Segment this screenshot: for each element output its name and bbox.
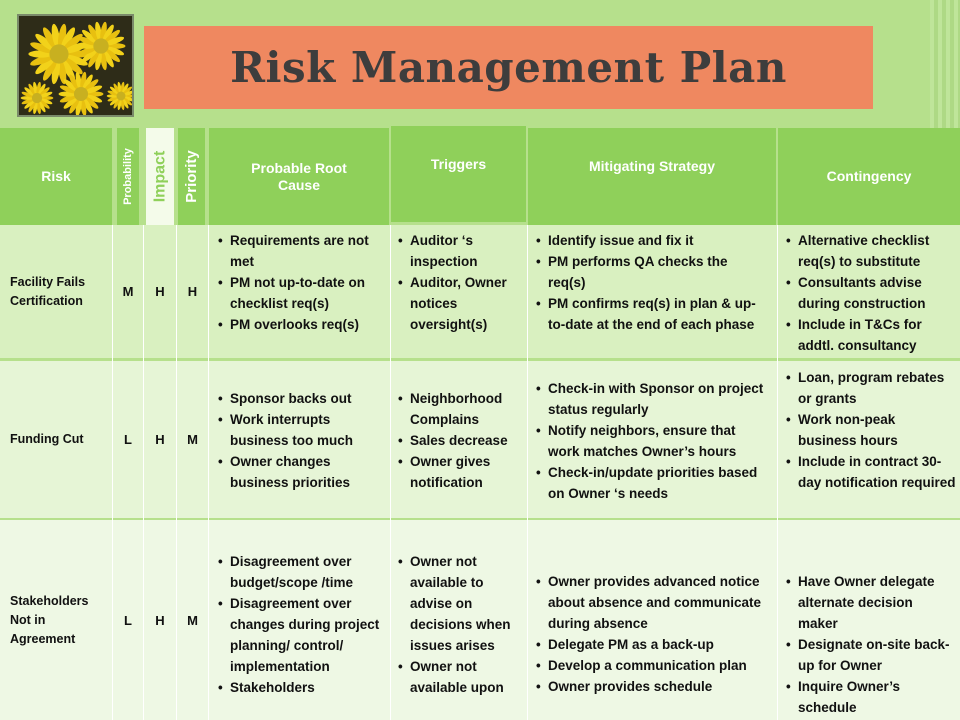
root-cause-cell bbox=[218, 520, 388, 720]
triggers-cell bbox=[398, 520, 526, 720]
column-divider bbox=[390, 225, 391, 720]
header-priority-label: Priority bbox=[183, 150, 201, 203]
column-divider bbox=[176, 225, 177, 720]
contingency-item: • Include in contract 30-day notification required bbox=[786, 451, 956, 493]
flower-center bbox=[93, 38, 108, 53]
table-row bbox=[0, 520, 960, 720]
root-cause-item: • Disagreement over changes during project planning/ control/ implementation bbox=[218, 593, 388, 677]
header-triggers-label: Triggers bbox=[430, 156, 487, 172]
contingency-item: • Alternative checklist req(s) to substitute bbox=[786, 230, 956, 272]
mitigating-cell bbox=[536, 225, 768, 358]
trigger-item: • Owner not available upon bbox=[398, 656, 526, 698]
header-risk-label: Risk bbox=[41, 168, 71, 184]
header-mitigating bbox=[528, 128, 776, 225]
header-probability-label: Probability bbox=[121, 148, 134, 205]
root-cause-item: • Work interrupts business too much bbox=[218, 409, 388, 451]
root-cause-item: • PM not up-to-date on checklist req(s) bbox=[218, 272, 388, 314]
mitigating-item: • Notify neighbors, ensure that work matches Owner’s hours bbox=[536, 420, 768, 462]
root-cause-item: • Sponsor backs out bbox=[218, 388, 388, 409]
header-risk bbox=[0, 128, 112, 225]
risk-name: Funding Cut bbox=[10, 432, 84, 446]
priority-value: M bbox=[187, 432, 198, 447]
header-contingency-label: Contingency bbox=[826, 168, 912, 184]
root-cause-item: • Owner changes business priorities bbox=[218, 451, 388, 493]
trigger-item: • Neighborhood Complains bbox=[398, 388, 526, 430]
column-divider bbox=[777, 225, 778, 720]
trigger-item: • Owner not available to advise on decisions when issues arises bbox=[398, 551, 526, 656]
column-divider bbox=[208, 225, 209, 720]
header-impact bbox=[146, 128, 174, 225]
trigger-item: • Auditor, Owner notices oversight(s) bbox=[398, 272, 526, 335]
flower-center bbox=[49, 44, 68, 63]
root-cause-cell bbox=[218, 361, 388, 518]
sunflower-photo bbox=[17, 14, 134, 117]
flower-center bbox=[32, 93, 42, 103]
mitigating-cell bbox=[536, 520, 768, 720]
column-divider bbox=[527, 225, 528, 720]
page-title: Risk Management Plan bbox=[230, 43, 787, 92]
mitigating-item: • Check-in/update priorities based on Owner ‘s needs bbox=[536, 462, 768, 504]
risk-name: Stakeholders Not in Agreement bbox=[10, 593, 89, 646]
column-divider bbox=[112, 225, 113, 720]
flower-center bbox=[117, 92, 126, 101]
priority-value: M bbox=[187, 612, 198, 628]
mitigating-item: • Owner provides advanced notice about absence and communicate during absence bbox=[536, 571, 768, 634]
triggers-cell bbox=[398, 361, 526, 518]
probability-value: M bbox=[122, 284, 134, 299]
title-banner bbox=[144, 26, 873, 109]
mitigating-item: • Identify issue and fix it bbox=[536, 230, 768, 251]
contingency-cell bbox=[786, 361, 956, 518]
contingency-item: • Loan, program rebates or grants bbox=[786, 367, 956, 409]
mitigating-cell bbox=[536, 361, 768, 518]
root-cause-cell bbox=[218, 225, 388, 358]
header-probability bbox=[117, 128, 139, 225]
trigger-item: • Auditor ‘s inspection bbox=[398, 230, 526, 272]
flower-center bbox=[74, 87, 88, 101]
mitigating-item: • PM performs QA checks the req(s) bbox=[536, 251, 768, 293]
contingency-item: • Work non-peak business hours bbox=[786, 409, 956, 451]
impact-value: H bbox=[155, 612, 165, 628]
header-mitigating-label: Mitigating Strategy bbox=[588, 158, 715, 174]
decorative-stripes bbox=[930, 0, 960, 130]
trigger-item: • Sales decrease bbox=[398, 430, 526, 451]
header-root-cause-label: Probable Root Cause bbox=[251, 159, 347, 193]
probability-value: L bbox=[124, 432, 132, 447]
contingency-item: • Include in T&Cs for addtl. consultancy bbox=[786, 314, 956, 356]
priority-value: H bbox=[187, 284, 198, 299]
triggers-cell bbox=[398, 225, 526, 358]
contingency-cell bbox=[786, 225, 956, 358]
mitigating-item: • PM confirms req(s) in plan & up-to-date at the end of each phase bbox=[536, 293, 768, 335]
trigger-item: • Owner gives notification bbox=[398, 451, 526, 493]
contingency-item: • Designate on-site back-up for Owner bbox=[786, 634, 956, 676]
contingency-item: • Inquire Owner’s schedule bbox=[786, 676, 956, 718]
impact-value: H bbox=[155, 284, 165, 299]
header-priority bbox=[178, 128, 205, 225]
root-cause-item: • PM overlooks req(s) bbox=[218, 314, 388, 335]
contingency-item: • Consultants advise during construction bbox=[786, 272, 956, 314]
mitigating-item: • Develop a communication plan bbox=[536, 655, 768, 676]
probability-value: L bbox=[124, 612, 132, 628]
root-cause-item: • Disagreement over budget/scope /time bbox=[218, 551, 388, 593]
header-root-cause bbox=[209, 128, 389, 225]
contingency-item: • Have Owner delegate alternate decision maker bbox=[786, 571, 956, 634]
mitigating-item: • Check-in with Sponsor on project status regularly bbox=[536, 378, 768, 420]
table-row bbox=[0, 361, 960, 518]
mitigating-item: • Owner provides schedule bbox=[536, 676, 768, 697]
risk-name: Facility Fails Certification bbox=[10, 274, 86, 308]
header-triggers bbox=[391, 126, 526, 222]
column-divider bbox=[143, 225, 144, 720]
header-impact-label: Impact bbox=[151, 150, 169, 203]
root-cause-item: • Requirements are not met bbox=[218, 230, 388, 272]
root-cause-item: • Stakeholders bbox=[218, 677, 388, 698]
mitigating-item: • Delegate PM as a back-up bbox=[536, 634, 768, 655]
impact-value: H bbox=[155, 432, 165, 447]
contingency-cell bbox=[786, 520, 956, 720]
table-row bbox=[0, 225, 960, 358]
header-contingency bbox=[778, 128, 960, 225]
